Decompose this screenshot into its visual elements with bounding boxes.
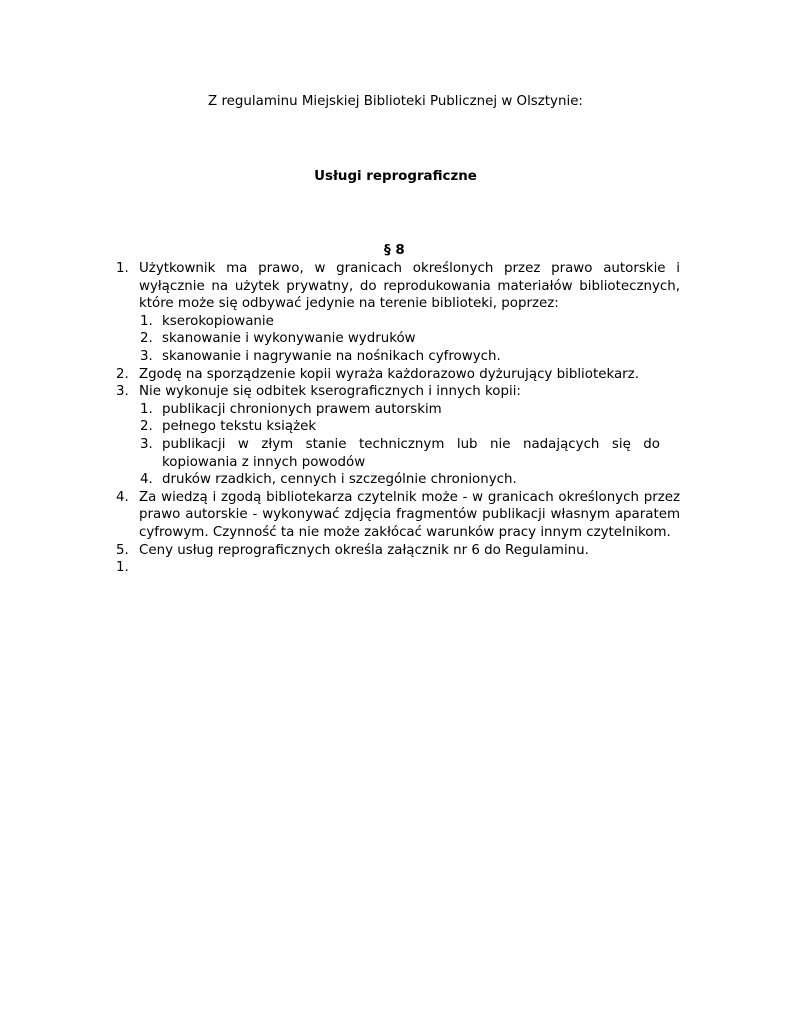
- sub-list-item-text: druków rzadkich, cennych i szczególnie chronionych.: [162, 472, 517, 488]
- sub-list-number: 2.: [140, 331, 153, 347]
- sub-list-item: [140, 313, 660, 331]
- paragraph-heading: § 8: [384, 243, 405, 258]
- document-intro: Z regulaminu Miejskiej Biblioteki Publicznej w Olsztynie:: [208, 94, 583, 109]
- list-item-text: [139, 559, 680, 577]
- sub-list-number: 1.: [140, 401, 153, 417]
- sub-list-item-text: pełnego tekstu książek: [162, 419, 317, 435]
- sub-list-number: 3.: [140, 348, 153, 364]
- sub-list-item-text: publikacji w złym stanie technicznym lub nie nadających się do kopiowania z innych powodów: [162, 436, 660, 470]
- sub-list-item: [140, 471, 660, 489]
- list-number: 4.: [116, 489, 129, 505]
- list-item: [116, 366, 680, 384]
- sub-list-item: [140, 348, 660, 366]
- sub-list-number: 2.: [140, 419, 153, 435]
- list-item: [116, 260, 680, 313]
- list-number: 5.: [116, 542, 129, 558]
- sub-list-number: 4.: [140, 472, 153, 488]
- sub-list-item: [140, 436, 660, 471]
- list-item: [116, 559, 680, 577]
- sub-list-item: [140, 418, 660, 436]
- sub-list-item: [140, 330, 660, 348]
- list-item-text: Zgodę na sporządzenie kopii wyraża każdorazowo dyżurujący bibliotekarz.: [139, 366, 639, 382]
- list-item: [116, 383, 680, 401]
- list-item-text: Ceny usług reprograficznych określa załącznik nr 6 do Regulaminu.: [139, 542, 589, 558]
- sub-list-item-text: publikacji chronionych prawem autorskim: [162, 401, 442, 417]
- sub-list-item: [140, 401, 660, 419]
- sub-list-number: 3.: [140, 436, 153, 452]
- sub-list-number: 1.: [140, 313, 153, 329]
- list-item: [116, 489, 680, 542]
- sub-list-item-text: skanowanie i nagrywanie na nośnikach cyfrowych.: [162, 348, 501, 364]
- rules-list: [116, 260, 680, 577]
- list-item-text: Użytkownik ma prawo, w granicach określonych przez prawo autorskie i wyłącznie na użytek prywatny, do reprodukowania materiałów bibliotecznych, które może się odbywać jedynie na terenie biblioteki, poprzez:: [139, 261, 680, 312]
- list-number: 2.: [116, 366, 129, 382]
- sub-list-item-text: kserokopiowanie: [162, 313, 274, 329]
- list-item-text: Za wiedzą i zgodą bibliotekarza czytelnik może - w granicach określonych przez prawo autorskie - wykonywać zdjęcia fragmentów publikacji własnym aparatem cyfrowym. Czynność ta nie może zakłócać warunków pracy innym czytelnikom.: [139, 489, 680, 540]
- list-item-text: Nie wykonuje się odbitek kserograficznych i innych kopii:: [139, 384, 521, 400]
- sub-list-item-text: skanowanie i wykonywanie wydruków: [162, 331, 416, 347]
- document-title: Usługi reprograficzne: [314, 169, 477, 184]
- list-number: 1.: [116, 560, 129, 576]
- list-item: [116, 542, 680, 560]
- list-number: 1.: [116, 261, 129, 276]
- list-number: 3.: [116, 384, 129, 400]
